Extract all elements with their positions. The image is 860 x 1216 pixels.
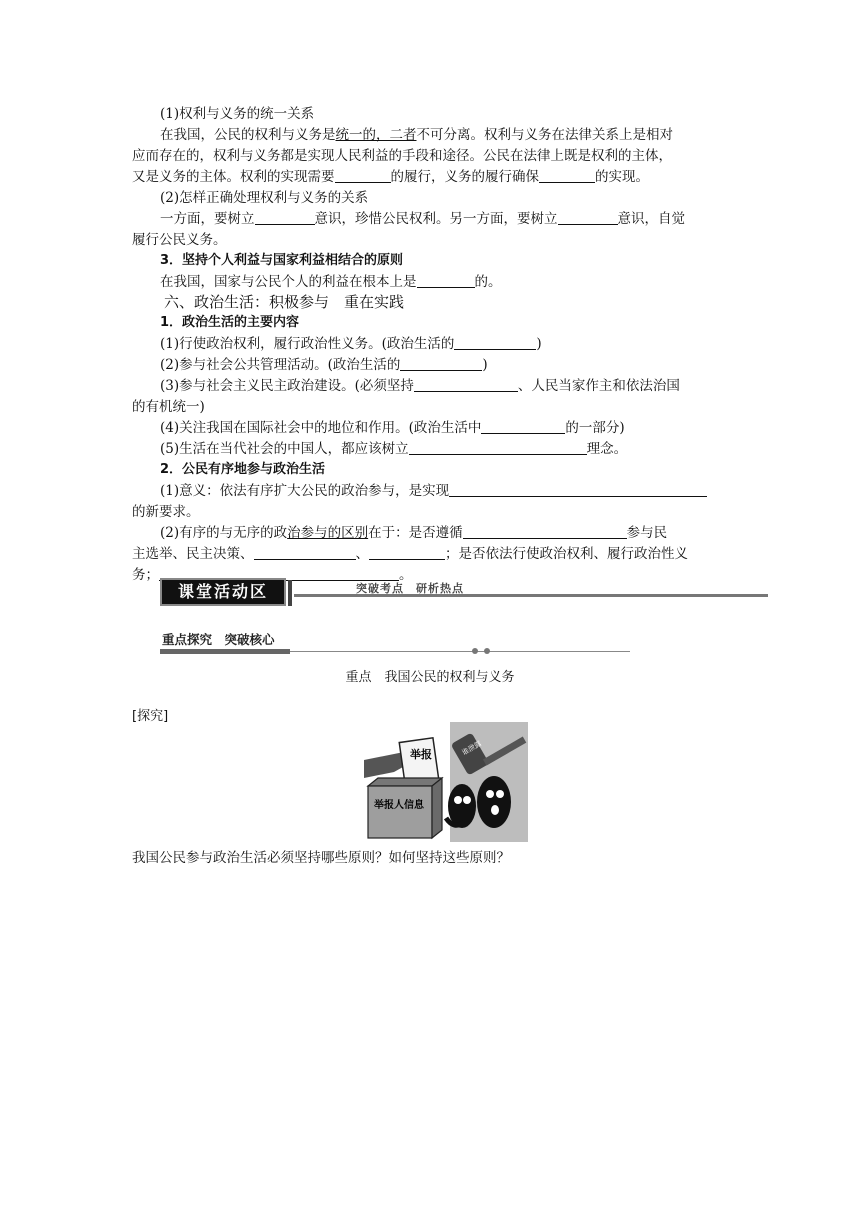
text: 不可分离。权利与义务在法律关系上是相对 <box>416 127 673 143</box>
text: (1)意义：依法有序扩大公民的政治参与，是实现 <box>160 483 450 499</box>
hammer-text: 谁泄露 <box>460 739 483 757</box>
focus-explore-header <box>160 630 490 658</box>
fill-blank[interactable] <box>335 168 391 183</box>
text: 六、政治生活：积极参与 重在实践 <box>164 293 405 311</box>
list-item <box>160 376 732 396</box>
paragraph-line <box>160 523 732 543</box>
text: 意识，自觉 <box>617 211 685 227</box>
text: (3)参与社会主义民主政治建设。(必须坚持 <box>160 378 414 394</box>
list-item <box>160 439 732 459</box>
text: (2)有序的与无序的政 <box>160 525 288 541</box>
text: 务； <box>132 567 159 583</box>
fill-blank[interactable] <box>539 168 595 183</box>
text: 意识，珍惜公民权利。另一方面，要树立 <box>314 211 558 227</box>
underlined-text: 治参与的区别 <box>287 525 369 541</box>
text: 又是义务的主体。权利的实现需要 <box>132 169 335 185</box>
explore-question: 我国公民参与政治生活必须坚持哪些原则？如何坚持这些原则？ <box>132 850 510 866</box>
paragraph-line <box>160 481 732 501</box>
explore-label: [探究] <box>132 709 169 724</box>
text: 在于：是否遵循 <box>368 525 463 541</box>
text: (1)权利与义务的统一关系 <box>160 106 315 122</box>
paragraph-line <box>132 544 732 564</box>
fill-blank[interactable] <box>463 524 627 539</box>
text: 一方面，要树立 <box>160 211 255 227</box>
text: (1)行使政治权利，履行政治性义务。(政治生活的 <box>160 336 455 352</box>
paper-text: 举报 <box>410 748 432 761</box>
list-item <box>160 355 732 375</box>
paragraph-line <box>160 209 732 229</box>
fill-blank[interactable] <box>449 482 707 497</box>
subsection-2-title <box>160 188 732 208</box>
list-item-continued <box>132 397 732 417</box>
text: 的新要求。 <box>132 504 200 520</box>
text: ) <box>536 336 542 352</box>
text: 的一部分) <box>565 420 625 436</box>
paragraph-line <box>132 167 732 187</box>
fill-blank[interactable] <box>255 210 315 225</box>
paragraph-line <box>160 125 732 145</box>
heading-3 <box>160 251 732 271</box>
text: 在我国，国家与公民个人的利益在根本上是 <box>160 274 417 290</box>
paragraph-line <box>160 272 732 292</box>
text: 在我国，公民的权利与义务是 <box>160 127 336 143</box>
paragraph-line <box>132 230 732 250</box>
text: 理念。 <box>586 441 628 457</box>
fill-blank[interactable] <box>454 335 536 350</box>
paragraph-line <box>132 146 732 166</box>
fill-blank[interactable] <box>558 210 618 225</box>
text: 参与民 <box>626 525 668 541</box>
key-point-heading: 重点 我国公民的权利与义务 <box>345 670 515 685</box>
underlined-text: 统一的，二者 <box>335 127 417 143</box>
text: 的实现。 <box>595 169 649 185</box>
text: (4)关注我国在国际社会中的地位和作用。(政治生活中 <box>160 420 482 436</box>
dot-icon <box>472 648 478 654</box>
whistleblower-cartoon <box>364 722 528 842</box>
text: ；是否依法行使政治权利、履行政治性义 <box>445 546 688 562</box>
classroom-activity-banner <box>160 578 768 606</box>
text: 、人民当家作主和依法治国 <box>517 378 680 394</box>
banner-subtitle: 突破考点 研析热点 <box>356 582 464 595</box>
fill-blank[interactable] <box>254 545 356 560</box>
heading-2 <box>160 460 732 480</box>
text: 履行公民义务。 <box>132 232 227 248</box>
fill-blank[interactable] <box>414 377 518 392</box>
banner-title: 课堂活动区 <box>160 578 286 606</box>
text: 1．政治生活的主要内容 <box>160 315 300 330</box>
heading-1 <box>160 313 732 333</box>
fill-blank[interactable] <box>417 273 475 288</box>
fill-blank[interactable] <box>369 545 445 560</box>
focus-title: 重点探究 突破核心 <box>162 632 275 647</box>
focus-rule <box>160 649 290 654</box>
text: (5)生活在当代社会的中国人，都应该树立 <box>160 441 409 457</box>
paragraph-line <box>132 502 732 522</box>
dot-icon <box>484 648 490 654</box>
banner-divider <box>288 580 292 606</box>
fill-blank[interactable] <box>400 356 482 371</box>
text: 。 <box>399 567 413 583</box>
text: 的。 <box>474 274 502 290</box>
text: 主选举、民主决策、 <box>132 546 254 562</box>
fill-blank[interactable] <box>409 440 587 455</box>
list-item <box>160 334 732 354</box>
text: 应而存在的，权利与义务都是实现人民利益的手段和途径。公民在法律上既是权利的主体， <box>132 148 672 164</box>
fill-blank[interactable] <box>481 419 565 434</box>
focus-thin-rule <box>290 651 630 652</box>
text: ) <box>482 357 488 373</box>
text: 3．坚持个人利益与国家利益相结合的原则 <box>160 253 404 268</box>
text: 、 <box>355 546 369 562</box>
subsection-1-title <box>160 104 732 124</box>
text: 2．公民有序地参与政治生活 <box>160 462 326 477</box>
text: (2)参与社会公共管理活动。(政治生活的 <box>160 357 401 373</box>
box-text: 举报人信息 <box>374 800 424 811</box>
section-6-title <box>164 292 764 312</box>
list-item <box>160 418 732 438</box>
text: (2)怎样正确处理权利与义务的关系 <box>160 190 369 206</box>
text: 的有机统一) <box>132 399 205 415</box>
text: 的履行，义务的履行确保 <box>390 169 539 185</box>
